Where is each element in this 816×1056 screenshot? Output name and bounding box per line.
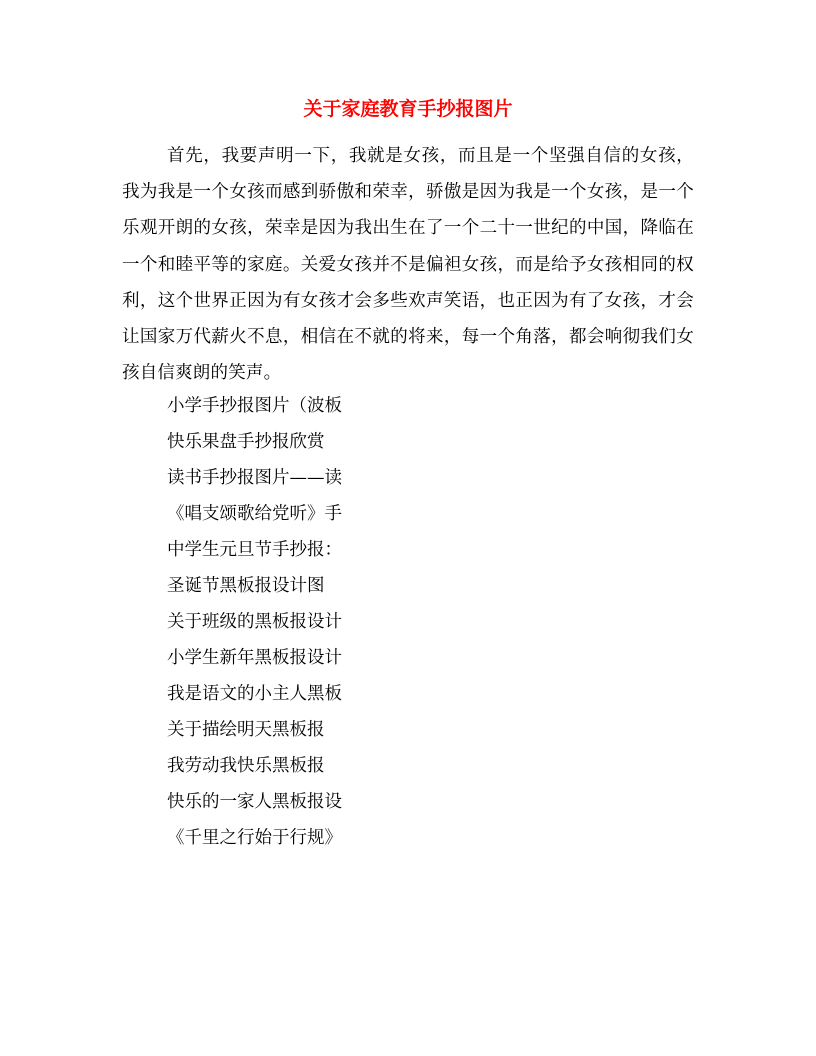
list-item: 快乐的一家人黑板报设 bbox=[167, 792, 342, 812]
list-item: 中学生元旦节手抄报： bbox=[167, 540, 342, 560]
list-item: 我是语文的小主人黑板 bbox=[167, 684, 342, 704]
list-item: 快乐果盘手抄报欣赏 bbox=[167, 432, 325, 452]
list-item: 关于描绘明天黑板报 bbox=[167, 720, 325, 740]
related-links-list bbox=[167, 388, 342, 856]
list-item: 圣诞节黑板报设计图 bbox=[167, 576, 325, 596]
list-item: 小学手抄报图片（波板 bbox=[167, 396, 342, 416]
page-title: 关于家庭教育手抄报图片 bbox=[303, 98, 513, 120]
list-item: 《唱支颂歌给党听》手 bbox=[167, 504, 342, 524]
list-item: 《千里之行始于行规》 bbox=[167, 828, 342, 848]
list-item: 关于班级的黑板报设计 bbox=[167, 612, 342, 632]
list-item: 我劳动我快乐黑板报 bbox=[167, 756, 325, 776]
list-item: 读书手抄报图片——读 bbox=[167, 468, 342, 488]
body-paragraph: 首先，我要声明一下，我就是女孩，而且是一个坚强自信的女孩，我为我是一个女孩而感到骄傲和荣幸，骄傲是因为我是一个女孩，是一个乐观开朗的女孩，荣幸是因为我出生在了一个二十一世纪的中国，降临在一个和睦平等的家庭。关爱女孩并不是偏袒女孩，而是给予女孩相同的权利，这个世界正因为有女孩才会多些欢声笑语，也正因为有了女孩，才会让国家万代薪火不息，相信在不就的将来，每一个角落，都会响彻我们女孩自信爽朗的笑声。 bbox=[122, 146, 694, 384]
list-item: 小学生新年黑板报设计 bbox=[167, 648, 342, 668]
